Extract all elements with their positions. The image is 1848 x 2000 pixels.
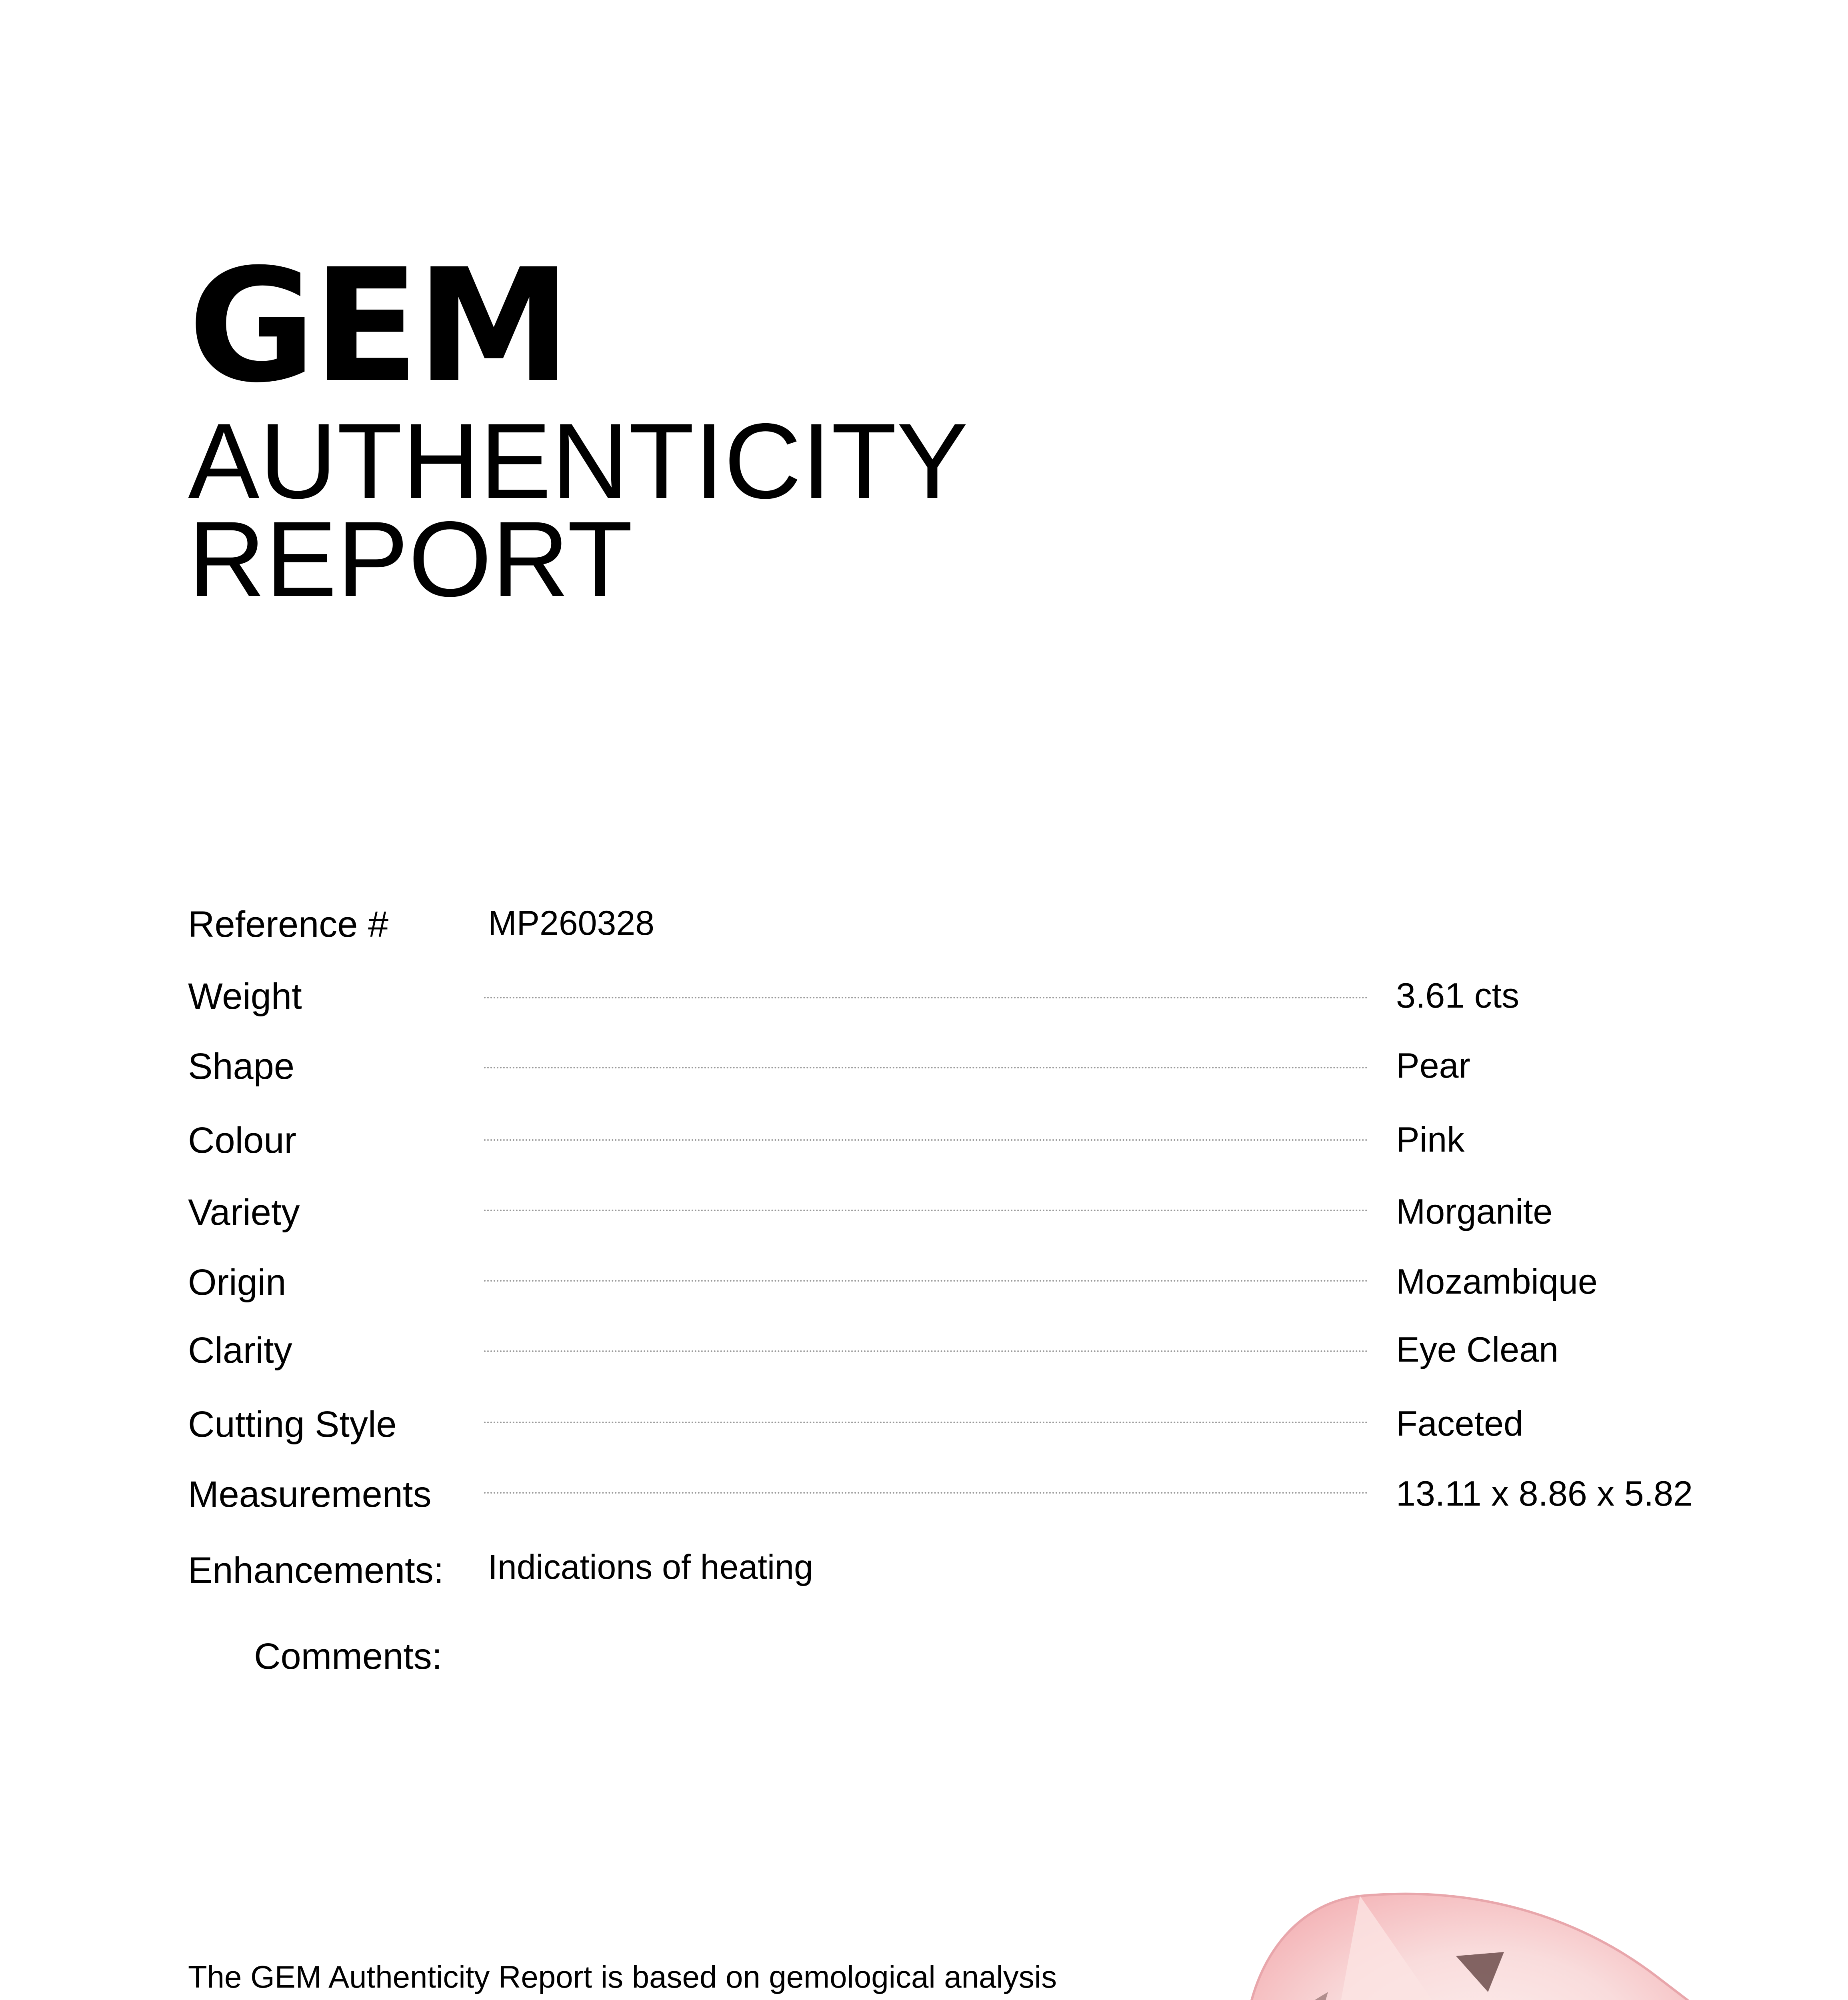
shape-value: Pear (1396, 1046, 1470, 1085)
report-subtitle-line1: AUTHENTICITY (188, 401, 968, 521)
colour-value: Pink (1396, 1120, 1465, 1159)
variety-leader (484, 1210, 1368, 1211)
disclaimer-text: The GEM Authenticity Report is based on gemological analysis (188, 1959, 1057, 1994)
clarity-label: Clarity (188, 1330, 292, 1371)
weight-value: 3.61 cts (1396, 976, 1520, 1015)
origin-leader (484, 1280, 1368, 1282)
origin-value: Mozambique (1396, 1262, 1598, 1301)
report-subtitle-line2: REPORT (188, 499, 633, 619)
clarity-leader (484, 1350, 1368, 1352)
variety-label: Variety (188, 1192, 300, 1233)
report-subtitle (188, 401, 1148, 619)
reference-label: Reference # (188, 904, 389, 945)
colour-leader (484, 1139, 1368, 1141)
shape-label: Shape (188, 1046, 295, 1087)
shape-leader (484, 1067, 1368, 1068)
cutting-style-value: Faceted (1396, 1404, 1523, 1443)
reference-value: MP260328 (488, 904, 654, 942)
measurements-value: 13.11 x 8.86 x 5.82 (1396, 1474, 1693, 1513)
variety-value: Morganite (1396, 1192, 1553, 1231)
clarity-value: Eye Clean (1396, 1330, 1559, 1369)
measurements-leader (484, 1492, 1368, 1494)
gem-photo (1208, 1848, 1800, 2000)
measurements-label: Measurements (188, 1474, 432, 1515)
enhancements-label: Enhancements: (188, 1550, 444, 1591)
report-title: GEM (188, 235, 568, 417)
comments-label: Comments: (254, 1636, 442, 1677)
enhancements-value: Indications of heating (488, 1548, 813, 1586)
weight-label: Weight (188, 976, 302, 1017)
cutting-style-label: Cutting Style (188, 1404, 397, 1445)
cutting-style-leader (484, 1422, 1368, 1423)
origin-label: Origin (188, 1262, 286, 1303)
colour-label: Colour (188, 1120, 297, 1161)
weight-leader (484, 997, 1368, 998)
